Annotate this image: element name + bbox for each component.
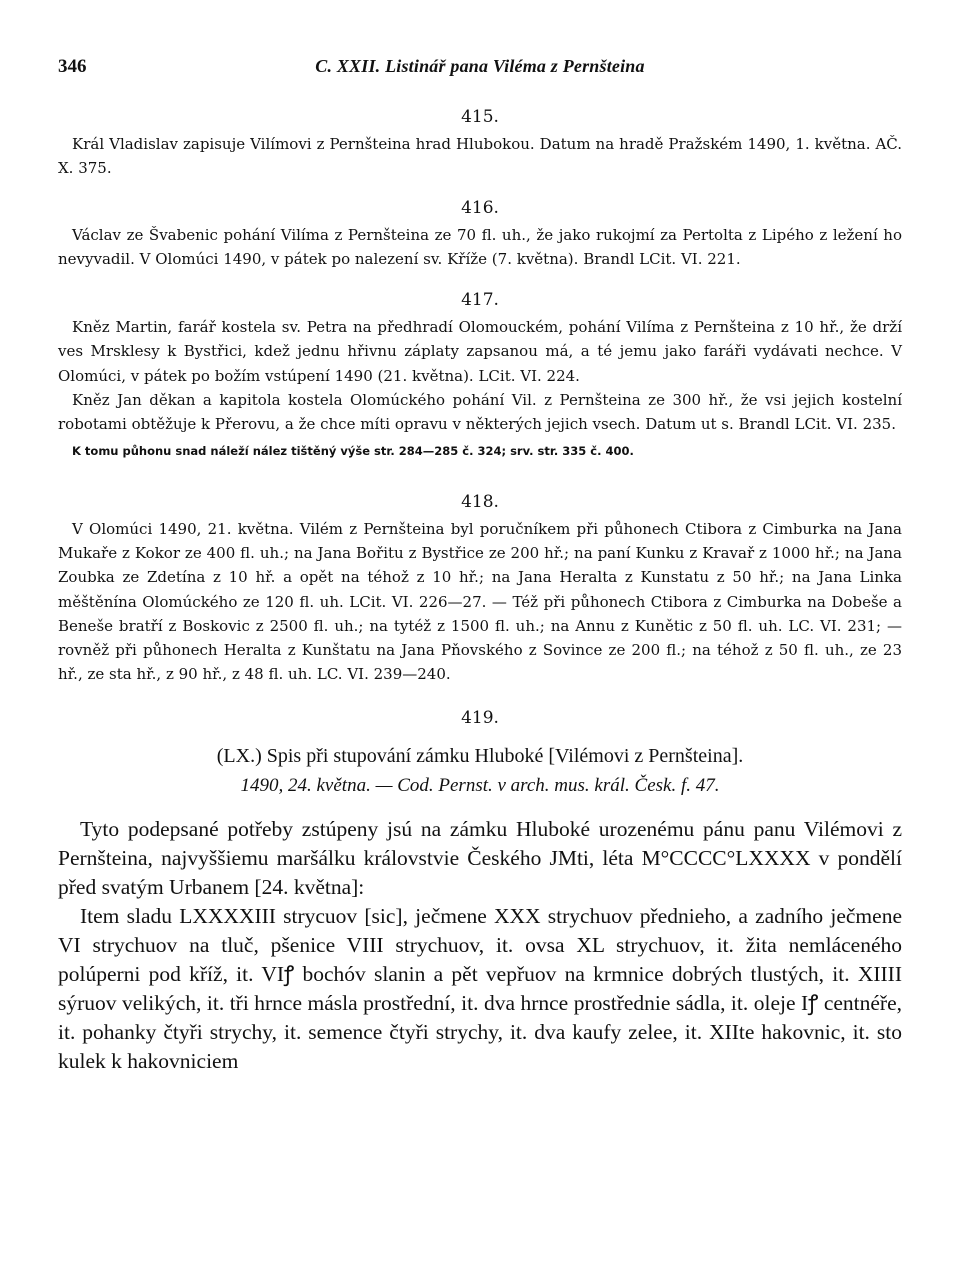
entry-number-419: 419. xyxy=(461,707,499,728)
entry-417-text-2 xyxy=(58,388,902,437)
entry-417-footnote: K tomu půhonu snad náleží nález tištěný výše str. 284—285 č. 324; srv. str. 335 č. 400. xyxy=(72,443,634,458)
entry-416-text xyxy=(58,223,902,272)
running-title: C. XXII. Listinář pana Viléma z Pernšteina xyxy=(315,56,645,76)
running-head xyxy=(58,56,902,86)
entry-416-text-content: Václav ze Švabenic pohání Vilíma z Pernšteina ze 70 fl. uh., že jako rukojmí za Pertolta z Lipého z ležení ho nevyvadil. V Olomúci 1490, v pátek po nalezení sv. Kříže (7. května). Brandl LCit. VI. 221. xyxy=(58,225,902,268)
page-number: 346 xyxy=(58,56,87,77)
document-title: (LX.) Spis při stupování zámku Hluboké [Vilémovi z Pernšteina]. xyxy=(216,744,744,767)
entry-number-417: 417. xyxy=(461,290,499,311)
entry-number-416: 416. xyxy=(461,197,499,218)
document-paragraph-2-content: Item sladu LXXXXIII strycuov [sic], ječmene XXX strychuov přednieho, a zadního ječmene VI strychuov na tluč, pšenice VIII strychuov, it. ovsa XL strychuov, it. žita nemláceného polúperni pod kříž, it. VIꝭ bochóv slanin a pět vepřuov na krmnice dobrých tlustých, it. XIIII sýruov velikých, it. tři hrnce másla prostřední, it. dva hrnce prostřednie sádla, it. oleje Iꝭ centnéře, it. pohanky čtyři strychy, it. semence čtyři strychy, it. dva kaufy zelee, it. XIIte hakovnic, it. sto kulek k hakovniciem xyxy=(58,903,902,1073)
entry-415-text xyxy=(58,132,902,181)
entry-418-text-content: V Olomúci 1490, 21. května. Vilém z Pernšteina byl poručníkem při půhonech Ctibora z Cimburka na Jana Mukaře z Kokor ze 400 fl. uh.; na Jana Bořitu z Bystřice ze 200 hř.; na paní Kunku z Kravař z 1000 hř.; na Jana Zoubka ze Zdetína z 10 hř. a opět na téhož z 10 hř.; na Jana Heralta z Kunstatu z 50 hř.; na Jana Linka měštěnína Olomúckého ze 120 fl. uh. LCit. VI. 226—27. — Též při půhonech Ctibora z Cimburka na Dobeše a Beneše bratří z Boskovic z 2500 fl. uh.; na tytéž z 1500 fl. uh.; na Annu z Kunětic z 50 fl. uh. LC. VI. 231; — rovněž při půhonech Heralta z Kunštatu na Jana Pňovského z Sovince ze 200 fl.; na téhož z 50 fl. uh., ze 23 hř., ze sta hř., z 90 hř., z 48 fl. uh. LC. VI. 239—240. xyxy=(58,519,902,684)
entry-417-text-1-content: Kněz Martin, farář kostela sv. Petra na předhradí Olomouckém, pohání Vilíma z Pernšteina z 10 hř., že drží ves Mrsklesy k Bystřici, kdež jednu hřivnu záplaty zapsanou má, a té jemu jako faráři vydávati nechce. V Olomúci, v pátek po božím vstúpení 1490 (21. května). LCit. VI. 224. xyxy=(58,318,902,385)
entry-number-415: 415. xyxy=(461,107,499,127)
entry-418-text xyxy=(58,517,902,687)
entry-417-text-2-content: Kněz Jan děkan a kapitola kostela Olomúckého pohání Vil. z Pernšteina ze 300 hř., že vsi jejich kostelní robotami obtěžuje k Přerovu, a že chce míti opravu v některých jejich vsech. Datum ut s. Brandl LCit. VI. 235. xyxy=(58,391,902,434)
document-paragraph-1-content: Tyto podepsané potřeby zstúpeny jsú na zámku Hluboké urozenému pánu panu Vilémovi z Pernšteina, najvyššiemu maršálku královstvie Českého JMti, léta M°CCCC°LXXXX v pondělí před svatým Urbanem [24. května]: xyxy=(58,816,902,899)
entry-417-text-1 xyxy=(58,315,902,388)
document-source: 1490, 24. května. — Cod. Pernst. v arch. mus. král. Česk. f. 47. xyxy=(240,774,720,796)
entry-415-text-content: Král Vladislav zapisuje Vilímovi z Pernšteina hrad Hlubokou. Datum na hradě Pražském 1490, 1. května. AČ. X. 375. xyxy=(58,135,902,178)
document-paragraph-2 xyxy=(58,902,902,1076)
entry-number-418: 418. xyxy=(461,491,499,512)
document-paragraph-1 xyxy=(58,815,902,902)
